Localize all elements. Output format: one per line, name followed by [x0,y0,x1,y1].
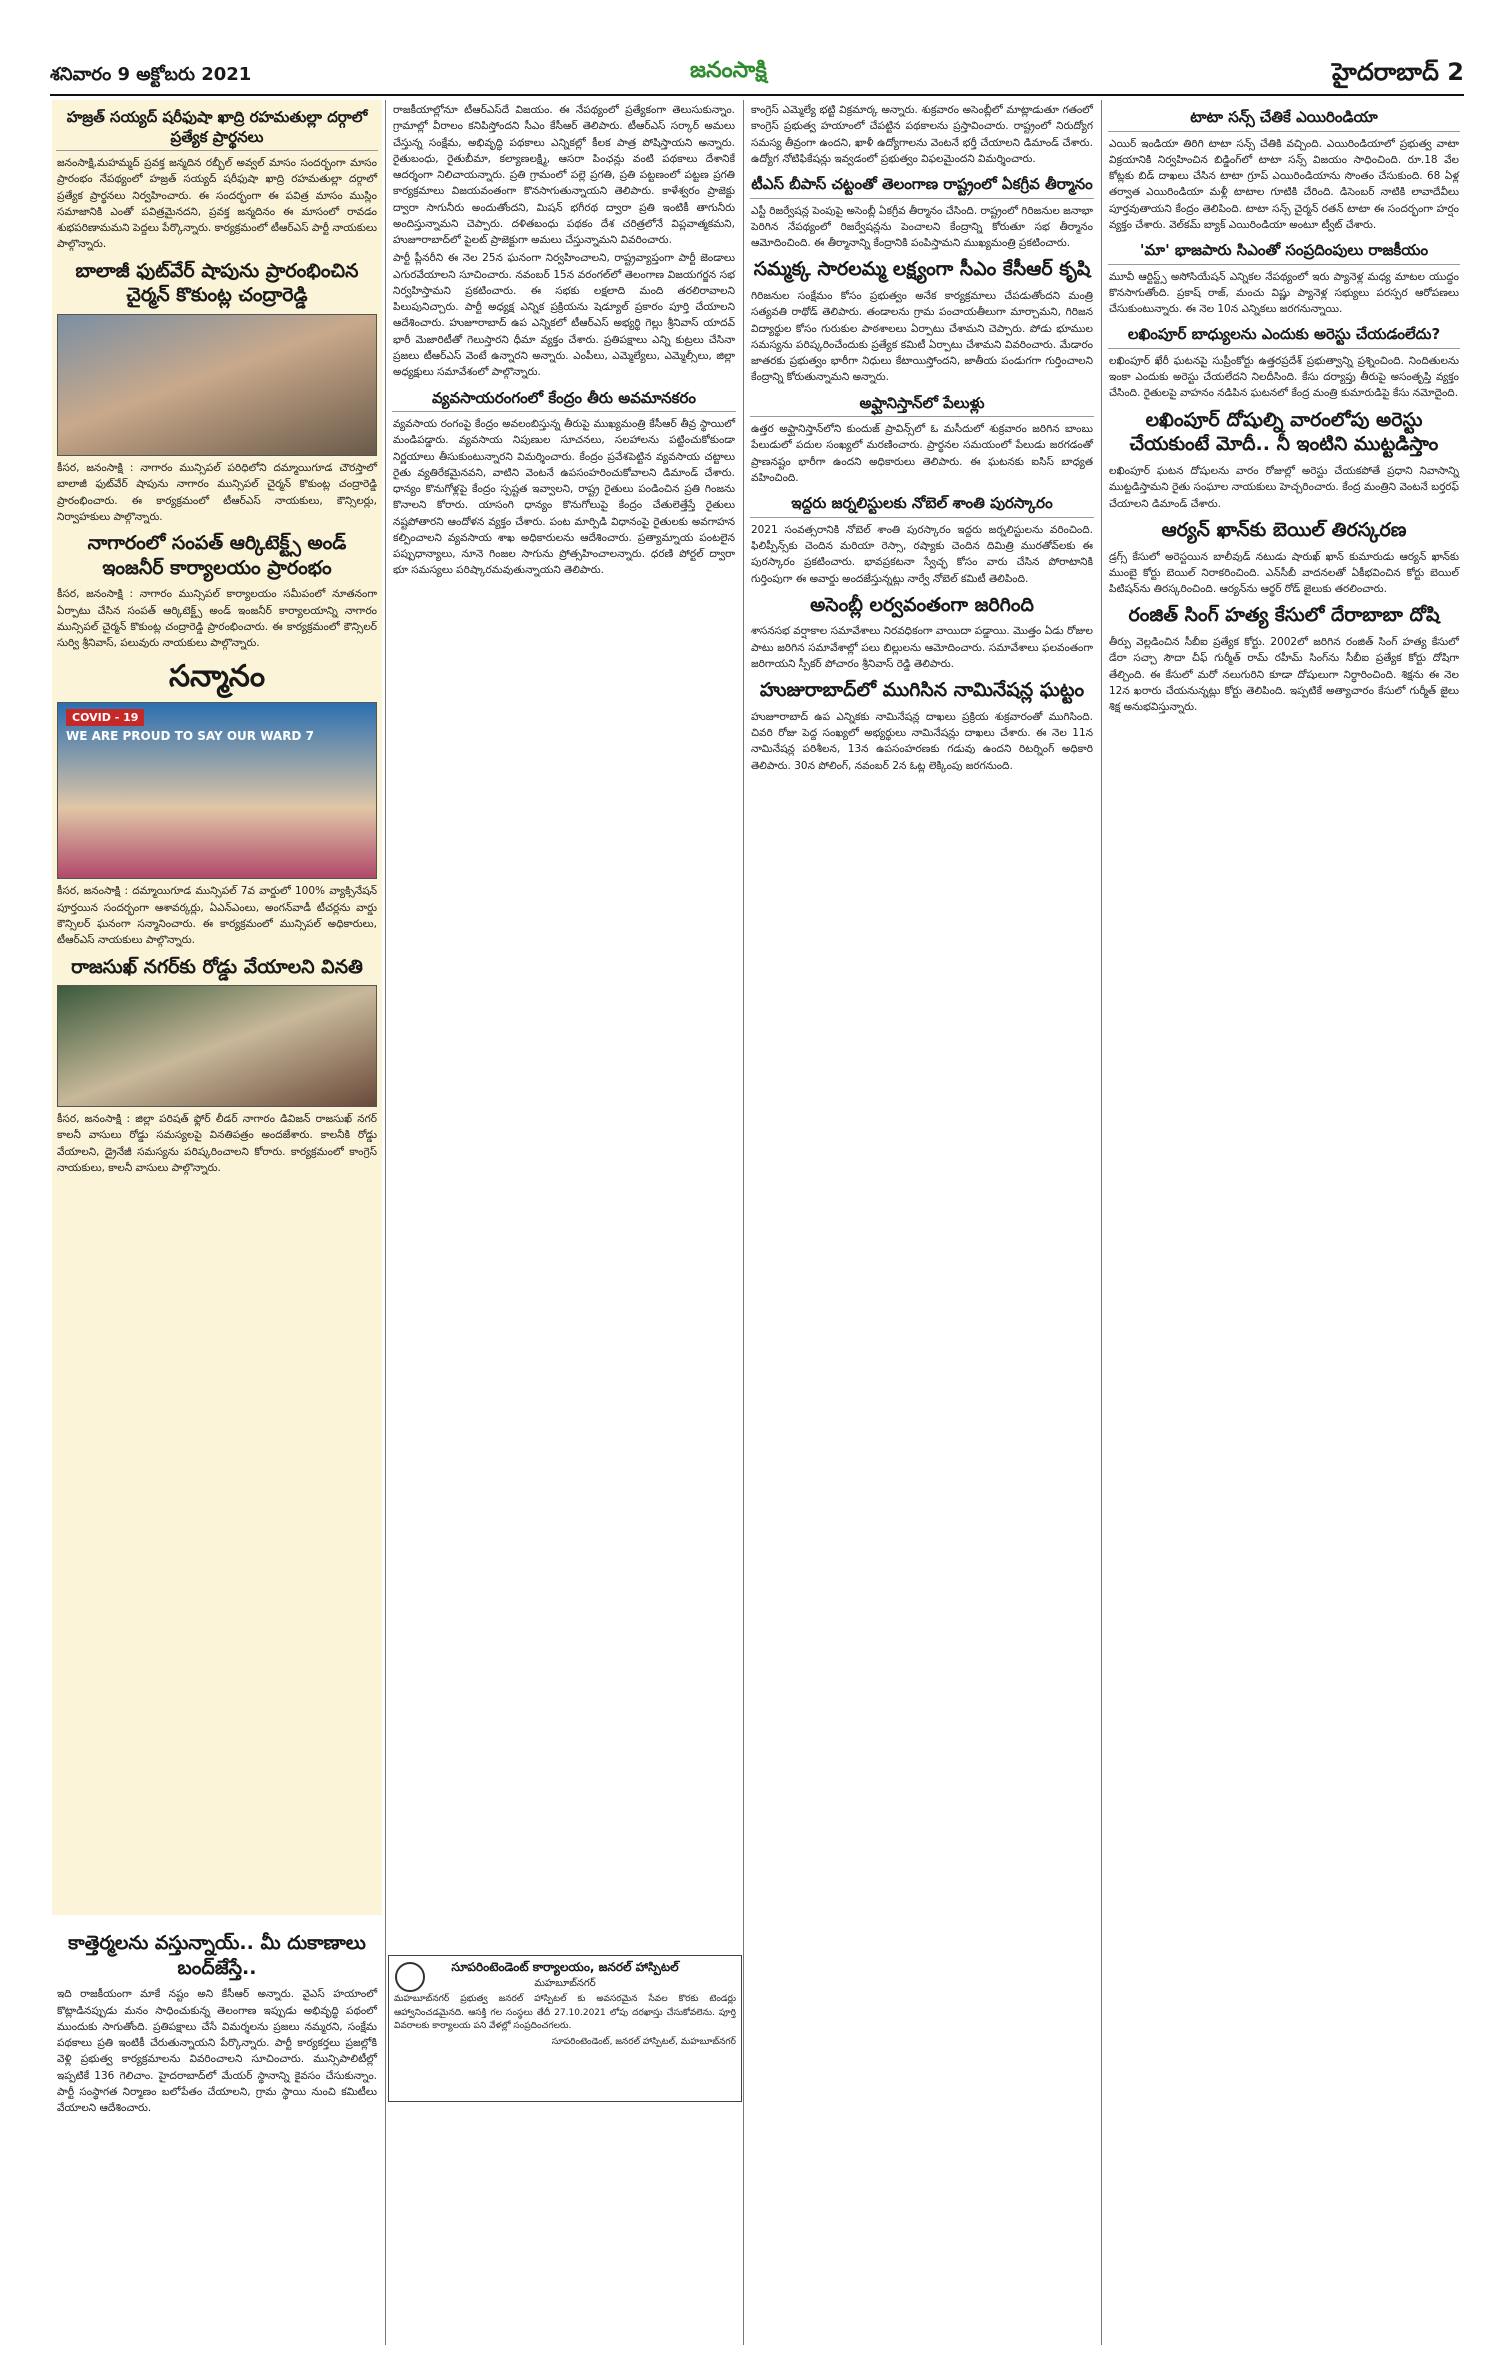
article-body: మూవీ ఆర్టిస్ట్స్ అసోసియేషన్ ఎన్నికల నేపథ్యంలో ఇరు ప్యానెళ్ల మధ్య మాటల యుద్ధం కొనసాగుతోంది. ప్రకాష్ రాజ్, మంచు విష్ణు ప్యానెళ్ల సభ్యులు పరస్పర ఆరోపణలు చేసుకుంటున్నారు. ఈ నెల 10న ఎన్నికలు జరగనున్నాయి. [1109,270,1459,316]
headline: టీఎస్ బీపాస్ చట్టంతో తెలంగాణ రాష్ట్రంలో ఏకగ్రీవ తీర్మానం [750,175,1094,199]
paper-logo: జనంసాక్షి [690,58,767,83]
article-body: లఖింపూర్ ఖేరీ ఘటనపై సుప్రీంకోర్టు ఉత్తరప్రదేశ్ ప్రభుత్వాన్ని ప్రశ్నించింది. నిందితులను ఇంకా ఎందుకు అరెస్టు చేయలేదని నిలదీసింది. కేసు దర్యాప్తు తీరుపై అసంతృప్తి వ్యక్తం చేసింది. రైతులపై వాహనం నడిపిన ఘటనలో కేంద్ర మంత్రి కుమారుడిపై కేసు నమోదైంది. [1109,354,1459,400]
issue-date: శనివారం 9 అక్టోబరు 2021 [50,64,252,85]
headline: నాగారంలో సంపత్ ఆర్కిటెక్ట్స్ అండ్ ఇంజనీర్ కార్యాలయం ప్రారంభం [87,532,347,579]
headline: ఆర్యన్ ఖాన్‌కు బెయిల్ తిరస్కరణ [1161,518,1407,541]
article-body: పార్టీ ప్లీనరీని ఈ నెల 25న ఘనంగా నిర్వహించాలని, రాష్ట్రవ్యాప్తంగా పార్టీ జెండాలు ఎగురవేయాలని సూచించారు. నవంబర్ 15న వరంగల్‌లో తెలంగాణ విజయగర్జన సభ నిర్వహిస్తామని ప్రకటించారు. ఈ సభకు లక్షలాది మంది తరలిరావాలని పిలుపునిచ్చారు. పార్టీ అధ్యక్ష ఎన్నిక ప్రక్రియను షెడ్యూల్ ప్రకారం పూర్తి చేయాలని ఆదేశించారు. హుజూరాబాద్ ఉప ఎన్నికలో టీఆర్ఎస్ అభ్యర్థి గెల్లు శ్రీనివాస్ యాదవ్ భారీ మెజారిటీతో గెలుస్తారని ధీమా వ్యక్తం చేశారు. ప్రతిపక్షాలు ఎన్ని కుట్రలు చేసినా ప్రజలు టీఆర్ఎస్ వెంటే ఉన్నారని అన్నారు. ఎంపీలు, ఎమ్మెల్యేలు, ఎమ్మెల్సీలు, జిల్లా అధ్యక్షులు సమావేశంలో పాల్గొన్నారు. [393,252,735,379]
notice-title: సూపరింటెండెంట్ కార్యాలయం, జనరల్ హాస్పిటల్ [451,1960,679,1974]
header-rule [50,94,1464,96]
article-body: ఉత్తర అఫ్ఘానిస్తాన్‌లోని కుందుజ్ ప్రావిన్స్‌లో ఓ మసీదులో శుక్రవారం జరిగిన బాంబు పేలుడులో పదుల సంఖ్యలో మరణించారు. ప్రార్థనల సమయంలో పేలుడు జరగడంతో ప్రాణనష్టం భారీగా ఉందని అధికారులు తెలిపారు. ఈ ఘటనకు ఐసిస్ బాధ్యత వహించింది. [751,423,1093,484]
news-column-2 [388,100,740,1950]
local-news-column [52,100,382,1915]
covid-banner: COVID - 19 [66,709,144,726]
headline: వ్యవసాయరంగంలో కేంద్రం తీరు అవమానకరం [392,389,736,413]
article-body: తీర్పు వెల్లడించిన సీబీఐ ప్రత్యేక కోర్టు. 2002లో జరిగిన రంజిత్ సింగ్ హత్య కేసులో డేరా సచ్చా సౌదా చీఫ్ గుర్మీత్ రామ్ రహీమ్ సింగ్‌ను సీబీఐ ప్రత్యేక కోర్టు దోషిగా తేల్చింది. ఈ కేసులో మరో నలుగురిని కూడా దోషులుగా నిర్ధారించింది. శిక్షను ఈ నెల 12న ఖరారు చేయనున్నట్లు కోర్టు తెలిపింది. ఇప్పటికే అత్యాచారం కేసులో గుర్మీత్ జైలు శిక్ష అనుభవిస్తున్నారు. [1109,636,1459,714]
article-body: కాంగ్రెస్ ఎమ్మెల్యే భట్టి విక్రమార్క అన్నారు. శుక్రవారం అసెంబ్లీలో మాట్లాడుతూ గతంలో కాంగ్రెస్ ప్రభుత్వ హయాంలో చేపట్టిన పథకాలను ప్రస్తావించారు. రాష్ట్రంలో నిరుద్యోగ సమస్య తీవ్రంగా ఉందని, ఖాళీ ఉద్యోగాలను వెంటనే భర్తీ చేయాలని డిమాండ్ చేశారు. ఉద్యోగ నోటిఫికేషన్లు ఇవ్వడంలో ప్రభుత్వం విఫలమైందని విమర్శించారు. [751,104,1093,165]
headline: అసెంబ్లీ లర్వవంతంగా జరిగింది [810,593,1034,616]
headline: రాజసుఖ్ నగర్‌కు రోడ్డు వేయాలని వినతి [71,955,363,978]
headline: 'మా' భాజపారు సిఎంతో సంప్రదింపులు రాజకీయం [1108,241,1460,265]
headline: లఖింపూర్ దోషుల్ని వారంలోపు అరెస్టు చేయకుంటే మోదీ.. నీ ఇంటిని ముట్టడిస్తాం [1129,408,1439,456]
news-photo [57,702,377,879]
article-body: కీసర, జనంసాక్షి : నాగారం మున్సిపల్ పరిధిలోని దమ్మాయిగూడ చౌరస్తాలో బాలాజీ ఫుట్‌వేర్ షాపును నాగారం మున్సిపల్ చైర్మన్ కొకుంట్ల చంద్రారెడ్డి ప్రారంభించారు. ఈ కార్యక్రమంలో టీఆర్ఎస్ నాయకులు, కౌన్సిలర్లు, నిర్వాహకులు పాల్గొన్నారు. [57,461,377,523]
headline: రంజిత్ సింగ్ హత్య కేసులో దేరాబాబా దోషి [1128,604,1440,627]
column-divider [1101,100,1102,2345]
headline: లఖింపూర్ బాధ్యులను ఎందుకు అరెస్టు చేయడంలేదు? [1108,325,1460,349]
headline: అఫ్ఘానిస్తాన్‌లో పేలుళ్లు [750,394,1094,418]
article-body: ఎయిర్ ఇండియా తిరిగి టాటా సన్స్ చేతికి వచ్చింది. ఎయిరిండియాలో ప్రభుత్వ వాటా విక్రయానికి నిర్వహించిన బిడ్డింగ్‌లో టాటా సన్స్ విజయం సాధించింది. రూ.18 వేల కోట్లకు బిడ్ దాఖలు చేసిన టాటా గ్రూప్ ఎయిరిండియాను సొంతం చేసుకుంది. 68 ఏళ్ల తర్వాత ఎయిరిండియా మళ్లీ టాటాల గూటికి చేరింది. డిసెంబర్ నాటికి లావాదేవీలు పూర్తవుతాయని కేంద్రం తెలిపింది. టాటా సన్స్ చైర్మన్ రతన్ టాటా ఈ సందర్భంగా హర్షం వ్యక్తం చేశారు. వెల్‌కమ్ బ్యాక్ ఎయిరిండియా అంటూ ట్వీట్ చేశారు. [1109,137,1459,231]
tender-notice [388,1955,742,2102]
article-body: డ్రగ్స్ కేసులో అరెస్టయిన బాలీవుడ్ నటుడు షారుఖ్ ఖాన్ కుమారుడు ఆర్యన్ ఖాన్‌కు ముంబై కోర్టు బెయిల్ నిరాకరించింది. ఎన్‌సీబీ వాదనలతో ఏకీభవించిన కోర్టు బెయిల్ పిటిషన్‌ను తిరస్కరించింది. ఆర్యన్‌ను ఆర్థర్ రోడ్ జైలుకు తరలించారు. [1109,550,1459,596]
article-body: ఎస్టీ రిజర్వేషన్ల పెంపుపై అసెంబ్లీ ఏకగ్రీవ తీర్మానం చేసింది. రాష్ట్రంలో గిరిజనుల జనాభా పెరిగిన నేపథ్యంలో రిజర్వేషన్లను పెంచాలని కేంద్రాన్ని కోరుతూ సభ తీర్మానం ఆమోదించింది. ఈ తీర్మానాన్ని కేంద్రానికి పంపిస్తామని ముఖ్యమంత్రి ప్రకటించారు. [751,204,1093,250]
article-body: కీసర, జనంసాక్షి : జిల్లా పరిషత్ ఫ్లోర్ లీడర్ నాగారం డివిజన్ రాజసుఖ్ నగర్ కాలనీ వాసులు రోడ్డు సమస్యలపై వినతిపత్రం అందజేశారు. కాలనీకి రోడ్డు వేయాలని, డ్రైనేజీ సమస్యను పరిష్కరించాలని కోరారు. కార్యక్రమంలో కాంగ్రెస్ నాయకులు, కాలనీ వాసులు పాల్గొన్నారు. [57,1113,377,1175]
news-column-4 [1104,100,1464,2345]
notice-sign: సూపరింటెండెంట్, జనరల్ హాస్పిటల్, మహబూబ్‌నగర్ [551,2036,736,2047]
news-column-3 [746,100,1098,2345]
article-body: హుజూరాబాద్ ఉప ఎన్నికకు నామినేషన్ల దాఖలు ప్రక్రియ శుక్రవారంతో ముగిసింది. చివరి రోజు పెద్ద సంఖ్యలో అభ్యర్థులు నామినేషన్లు దాఖలు చేశారు. ఈ నెల 11న నామినేషన్ల పరిశీలన, 13న ఉపసంహరణకు గడువు ఉందని రిటర్నింగ్ అధికారి తెలిపారు. 30న పోలింగ్, నవంబర్ 2న ఓట్ల లెక్కింపు జరగనుంది. [751,710,1093,772]
covid-subtitle: WE ARE PROUD TO SAY OUR WARD 7 [66,729,314,744]
article-body: వ్యవసాయ రంగంపై కేంద్రం అవలంబిస్తున్న తీరుపై ముఖ్యమంత్రి కేసీఆర్ తీవ్ర స్థాయిలో మండిపడ్డారు. వ్యవసాయ నిపుణుల సూచనలు, సలహాలను పట్టించుకోకుండా నిర్ణయాలు తీసుకుంటున్నారని విమర్శించారు. కేంద్రం ప్రవేశపెట్టిన వ్యవసాయ చట్టాలు రైతు వ్యతిరేకమైనవని, వాటిని వెంటనే ఉపసంహరించుకోవాలని డిమాండ్ చేశారు. ధాన్యం కొనుగోళ్లపై కేంద్రం స్పష్టత ఇవ్వాలని, రాష్ట్ర రైతులు పండించిన ప్రతి గింజను కొనాలని కోరారు. యాసంగి ధాన్యం కొనుగోలుపై కేంద్రం చేతులెత్తేస్తే రైతులు నష్టపోతారని ఆందోళన వ్యక్తం చేశారు. పంట మార్పిడి విధానంపై రైతులకు అవగాహన కల్పించాలని వ్యవసాయ శాఖ అధికారులను ఆదేశించారు. ప్రత్యామ్నాయ పంటలైన పప్పుధాన్యాలు, నూనె గింజల సాగును ప్రోత్సహించాలన్నారు. ధరణి పోర్టల్ ద్వారా భూ సమస్యలు పరిష్కారమవుతున్నాయని తెలిపారు. [393,418,735,577]
column-divider [385,100,386,2345]
govt-seal-icon [395,1962,425,1992]
headline: టాటా సన్స్ చేతికే ఎయిరిండియా [1108,108,1460,132]
lower-left-article [52,1925,382,2345]
headline: సన్మానం [168,659,266,695]
masthead [50,58,1464,92]
article-body: ఇది రాజకీయంగా మాకే నష్టం అని కేసీఆర్ అన్నారు. వైఎస్ హయాంలో కొట్లాడినప్పుడు మనం సాధించుకున్న తెలంగాణ ఇప్పుడు అభివృద్ధి పథంలో ముందుకు సాగుతోంది. ప్రతిపక్షాలు చేసే విమర్శలను ప్రజలు నమ్మరని, సంక్షేమ పథకాలు ప్రతి ఇంటికీ చేరుతున్నాయని పేర్కొన్నారు. పార్టీ కార్యకర్తలు ప్రజల్లోకి వెళ్లి ప్రభుత్వ కార్యక్రమాలను వివరించాలని సూచించారు. మున్సిపాలిటీల్లో ఇప్పటికే 136 గెలిచాం. హైదరాబాద్‌లో మేయర్ స్థానాన్ని కైవసం చేసుకున్నాం. పార్టీ సంస్థాగత నిర్మాణం బలోపేతం చేయాలని, గ్రామ స్థాయి నుంచి కమిటీలు వేయాలని ఆదేశించారు. [57,1988,377,2115]
article-body: కీసర, జనంసాక్షి : నాగారం మున్సిపల్ కార్యాలయం సమీపంలో నూతనంగా ఏర్పాటు చేసిన సంపత్ ఆర్కిటెక్ట్స్ అండ్ ఇంజనీర్ కార్యాలయాన్ని నాగారం మున్సిపల్ చైర్మన్ కొకుంట్ల చంద్రారెడ్డి ప్రారంభించారు. ఈ కార్యక్రమంలో కౌన్సిలర్ సుర్వి శ్రీనివాస్, పలువురు నాయకులు పాల్గొన్నారు. [57,588,377,650]
headline: బాలాజీ ఫుట్‌వేర్ షాపును ప్రారంభించిన చైర్మన్ కొకుంట్ల చంద్రారెడ్డి [75,259,359,307]
news-photo [57,314,377,456]
article-body: గిరిజనుల సంక్షేమం కోసం ప్రభుత్వం అనేక కార్యక్రమాలు చేపడుతోందని మంత్రి సత్యవతి రాథోడ్ తెలిపారు. తండాలను గ్రామ పంచాయతీలుగా మార్చామని, గిరిజన విద్యార్థుల కోసం గురుకుల పాఠశాలలు ఏర్పాటు చేశామని చెప్పారు. పోడు భూముల సమస్యను పరిష్కరించేందుకు ప్రత్యేక కమిటీ ఏర్పాటు చేశామని వివరించారు. మేడారం జాతరకు ప్రభుత్వం భారీగా నిధులు కేటాయిస్తోందని, జాతీయ పండుగగా గుర్తించాలని కేంద్రాన్ని కోరుతున్నామని అన్నారు. [751,290,1093,384]
column-divider [743,100,744,2345]
news-photo [57,985,377,1107]
page-label: హైదరాబాద్ 2 [1332,58,1464,86]
headline: కాత్తెర్మలను వస్తున్నాయ్.. మీ దుకాణాలు బంద్‌జేస్తే.. [68,1932,366,1979]
article-body: జనంసాక్షి,మహమ్మద్ ప్రవక్త జన్మదిన రబ్బీల్ అవ్వల్ మాసం సందర్భంగా మాసం ప్రారంభం నేపథ్యంలో హజ్రత్ సయ్యద్ షరీఫుషా ఖాద్రి రహమతుల్లా దర్గాలో ప్రత్యేక ప్రార్థనలు నిర్వహించారు. ఈ సందర్భంగా ఈ పవిత్ర మాసం ముస్లిం సమాజానికి ఎంతో పవిత్రమైనదని, ప్రవక్త జన్మదినం ఈ మాసంలో రావడం శుభపరిణామమని పెద్దలు పేర్కొన్నారు. కార్యక్రమంలో టీఆర్ఎస్ పార్టీ నాయకులు పాల్గొన్నారు. [57,157,377,251]
headline: ఇద్దరు జర్నలిస్టులకు నోబెల్ శాంతి పురస్కారం [750,494,1094,518]
article-body: 2021 సంవత్సరానికి నోబెల్ శాంతి పురస్కారం ఇద్దరు జర్నలిస్టులను వరించింది. ఫిలిప్పీన్స్‌కు చెందిన మరియా రెస్సా, రష్యాకు చెందిన దిమిత్రి మురతోవ్‌లకు ఈ పురస్కారం ప్రకటించారు. భావప్రకటనా స్వేచ్ఛ కోసం వారు చేసిన పోరాటానికి గుర్తింపుగా ఈ అవార్డు అందజేస్తున్నట్లు నార్వే నోబెల్ కమిటీ తెలిపింది. [751,523,1093,585]
article-body: లఖింపూర్ ఘటన దోషులను వారం రోజుల్లో అరెస్టు చేయకపోతే ప్రధాని నివాసాన్ని ముట్టడిస్తామని రైతు సంఘాల నాయకులు హెచ్చరించారు. కేంద్ర మంత్రిని వెంటనే బర్తరఫ్ చేయాలని డిమాండ్ చేశారు. [1109,465,1459,510]
article-body: శాసనసభ వర్షాకాల సమావేశాలు నిరవధికంగా వాయిదా పడ్డాయి. మొత్తం ఏడు రోజుల పాటు జరిగిన సమావేశాల్లో పలు బిల్లులను ఆమోదించారు. సమావేశాలు ఫలవంతంగా జరిగాయని స్పీకర్ పోచారం శ్రీనివాస్ రెడ్డి తెలిపారు. [751,625,1093,670]
notice-subtitle: మహబూబ్‌నగర్ [534,1978,596,1989]
article-body: రాజకీయాల్లోనూ టీఆర్ఎస్‌దే విజయం. ఈ నేపథ్యంలో ప్రత్యేకంగా తెలుసుకున్నాం. గ్రామాల్లో వీరాలం కనిపిస్తోందని సీఎం కేసీఆర్ తెలిపారు. టీఆర్ఎస్ సర్కార్ అమలు చేస్తున్న సంక్షేమ, అభివృద్ధి పథకాలు ఎన్నికల్లో కీలక పాత్ర పోషిస్తాయని అన్నారు. రైతుబంధు, రైతుబీమా, కల్యాణలక్ష్మి, ఆసరా పింఛన్లు వంటి పథకాలు దేశానికే ఆదర్శంగా నిలిచాయన్నారు. ప్రతి గ్రామంలో పల్లె ప్రగతి, ప్రతి పట్టణంలో పట్టణ ప్రగతి కార్యక్రమాలు విజయవంతంగా కొనసాగుతున్నాయని తెలిపారు. కాళేశ్వరం ప్రాజెక్టు ద్వారా సాగునీరు అందుతోందని, మిషన్ భగీరథ ద్వారా ప్రతి ఇంటికీ తాగునీరు అందిస్తున్నామని చెప్పారు. దళితబంధు పథకం దేశ చరిత్రలోనే విప్లవాత్మకమని, హుజూరాబాద్‌లో పైలట్ ప్రాజెక్టుగా అమలు చేస్తున్నామని వివరించారు. [393,104,735,247]
headline: హజ్రత్ సయ్యద్ షరీఫుషా ఖాద్రి రహమతుల్లా దర్గాలో ప్రత్యేక ప్రార్థనలు [56,108,378,151]
headline: హుజురాబాద్‌లో ముగిసిన నామినేషన్ల ఘట్టం [759,679,1085,702]
headline: సమ్మక్క సారలమ్మ లక్ష్యంగా సీఎం కేసీఆర్ కృషి [753,258,1091,281]
notice-body: మహబూబ్‌నగర్ ప్రభుత్వ జనరల్ హాస్పిటల్ కు అవసరమైన సేవల కొరకు టెండర్లు ఆహ్వానించడమైనది. ఆసక్తి గల సంస్థలు తేదీ 27.10.2021 లోపు దరఖాస్తు చేసుకోవలెను. పూర్తి వివరాలకు కార్యాలయ పని వేళల్లో సంప్రదించగలరు. [394,1994,736,2031]
article-body: కీసర, జనంసాక్షి : దమ్మాయిగూడ మున్సిపల్ 7వ వార్డులో 100% వ్యాక్సినేషన్ పూర్తయిన సందర్భంగా ఆశావర్కర్లు, ఏఎన్ఎంలు, అంగన్‌వాడీ టీచర్లను వార్డు కౌన్సిలర్ ఘనంగా సన్మానించారు. ఈ కార్యక్రమంలో మున్సిపల్ అధికారులు, టీఆర్ఎస్ నాయకులు పాల్గొన్నారు. [57,885,377,947]
